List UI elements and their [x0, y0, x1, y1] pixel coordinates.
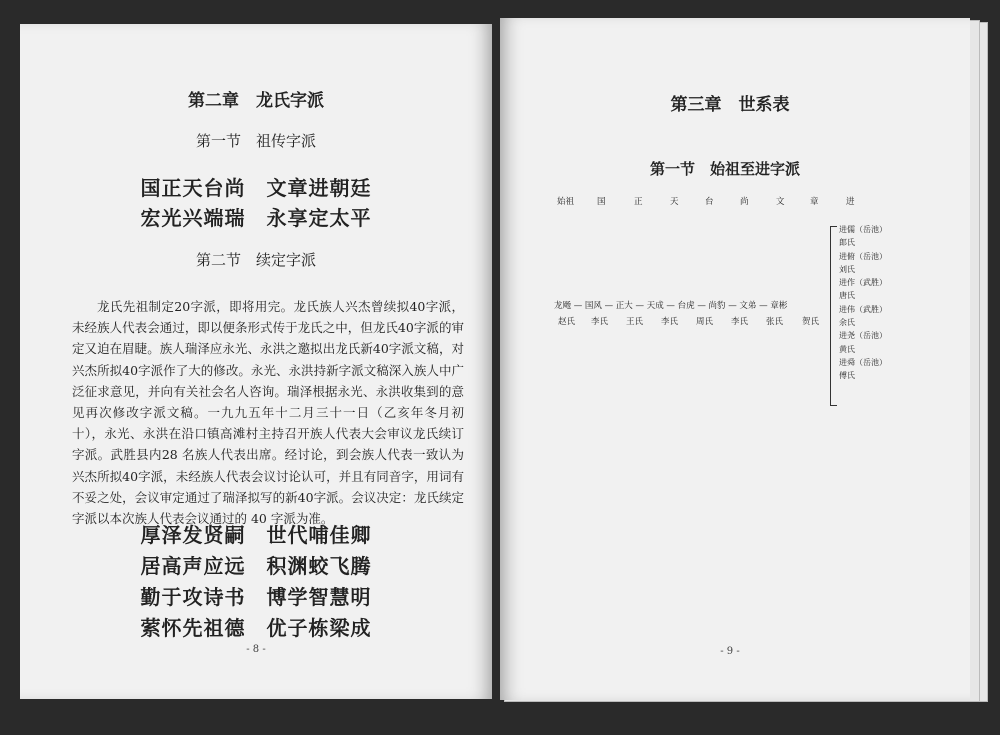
list-item: 进作（武胜） [839, 278, 887, 288]
generation-label: 天 [670, 197, 679, 207]
body-paragraph: 龙氏先祖制定20字派，即将用完。龙氏族人兴杰曾续拟40字派，未经族人代表会通过，即以便条形式传于龙氏之中，但龙氏40字派的审定又迫在眉睫。族人瑞泽应永光、永洪之邀拟出龙氏新40字派文稿，对兴杰所拟40字派作了大的修改。永光、永洪持新字派文稿深入族人中广泛征求意见，并向有关社会名人咨询。瑞泽根据永光、永洪收集到的意见再次修改字派文稿。一九九五年十二月三十一日（乙亥年冬月初十），永光、永洪在沿口镇高滩村主持召开族人代表大会审议龙氏续订字派。武胜县内28 名族人代表出席。经讨论，到会族人代表一致认为兴杰所拟40字派，未经族人代表会议讨论认可，并且有同音字，用词有不妥之处，会议审定通过了瑞泽拟写的新40字派。会议决定：龙氏续定字派以本次族人代表会议通过的 40 字派为准。 [72, 299, 464, 527]
generation-label: 文 [776, 197, 785, 207]
new-line-3: 勤于攻诗书 博学智慧明 [140, 585, 372, 609]
spouse: 李氏 [661, 317, 679, 327]
generation-label: 台 [705, 197, 714, 207]
chapter-title: 第三章 世系表 [670, 95, 790, 115]
new-line-2: 居高声应远 积渊蛟飞腾 [140, 554, 372, 578]
list-item: 进舜（岳池） [839, 357, 887, 367]
list-item: 刘氏 [839, 264, 855, 274]
new-line-4: 萦怀先祖德 优子栋梁成 [140, 616, 372, 640]
list-item: 余氏 [839, 318, 855, 328]
list-item: 郎氏 [839, 238, 855, 248]
section-title: 第一节 祖传字派 [195, 132, 316, 150]
page-number: - 9 - [720, 646, 740, 657]
descendant-list [839, 223, 887, 383]
generation-label: 始祖 [557, 197, 575, 207]
generation-label: 章 [810, 197, 819, 207]
ancestral-line-2: 宏光兴端瑞 永享定太平 [140, 206, 372, 230]
new-line-1: 厚泽发贤嗣 世代哺佳卿 [140, 523, 372, 547]
list-item: 黄氏 [839, 344, 855, 354]
spouse: 李氏 [591, 317, 609, 327]
descendant-bracket [830, 226, 837, 406]
list-item: 傅氏 [839, 371, 855, 381]
spouse: 赵氏 [558, 317, 576, 327]
lineage-chain: 龙飏 — 国风 — 正大 — 天成 — 台虎 — 尚豹 — 文弟 — 章彬 [554, 301, 788, 311]
spouse: 李氏 [731, 317, 749, 327]
section-title: 第一节 始祖至进字派 [649, 160, 800, 178]
generation-label: 正 [634, 197, 643, 207]
generation-label: 进 [846, 197, 855, 207]
generation-label: 尚 [740, 197, 749, 207]
generation-label: 国 [597, 197, 606, 207]
list-item: 进伟（武胜） [839, 304, 887, 314]
page-number: - 8 - [246, 644, 266, 655]
left-page [20, 24, 492, 699]
spouse: 张氏 [766, 317, 784, 327]
list-item: 进尧（岳池） [839, 331, 887, 341]
chapter-title: 第二章 龙氏字派 [188, 91, 324, 111]
right-page [500, 18, 970, 700]
ancestral-line-1: 国正天台尚 文章进朝廷 [140, 176, 372, 200]
list-item: 进俯（岳池） [839, 251, 887, 261]
list-item: 唐氏 [839, 291, 855, 301]
spouse: 王氏 [626, 317, 644, 327]
spouse: 贺氏 [802, 317, 820, 327]
spouse: 周氏 [696, 317, 714, 327]
list-item: 进儒（岳池） [839, 225, 887, 234]
section-title: 第二节 续定字派 [195, 251, 316, 269]
